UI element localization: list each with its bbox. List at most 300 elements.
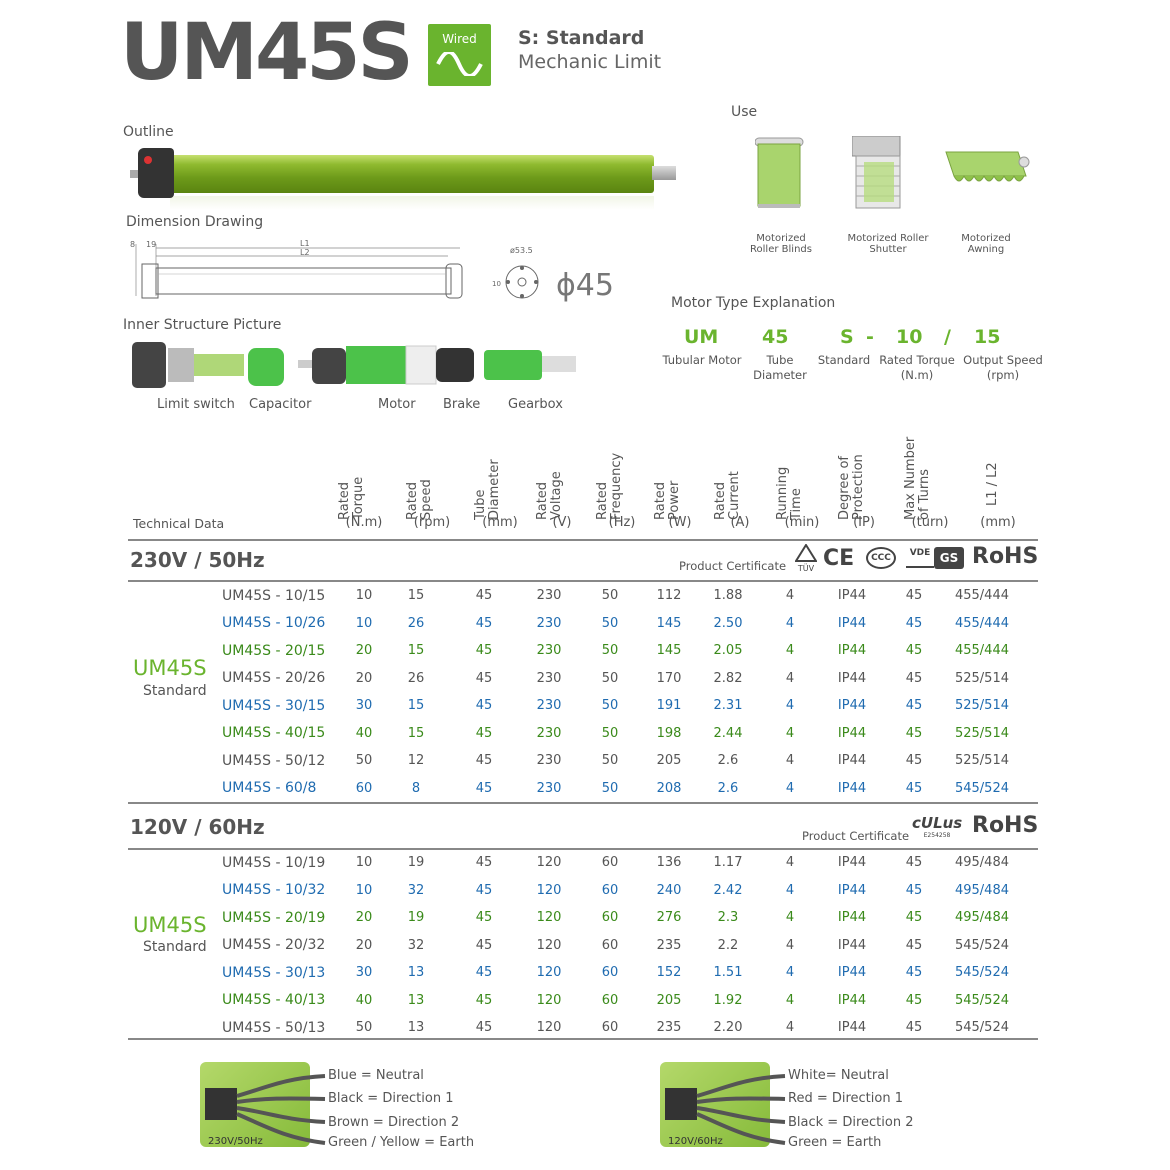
table-cell: IP44 [837,855,867,871]
table-cell: 545/524 [954,937,1009,953]
table-cell: 45 [475,615,493,631]
table-cell: 136 [656,855,682,871]
table-cell: 112 [656,588,682,604]
wire-230-direction2: Brown = Direction 2 [328,1115,460,1130]
motor-type-label: Motor Type Explanation [671,295,836,311]
desc-rated-torque [876,353,958,383]
column-header-line1: Degree of [837,456,852,520]
table-cell: 525/514 [954,753,1009,769]
divider-top-230 [128,539,1038,541]
table-cell: 50 [601,698,619,714]
desc-tubular-motor [656,353,748,368]
dimension-label: Dimension Drawing [126,214,264,230]
table-cell: 120 [536,1020,562,1036]
table-120v [222,849,1018,1042]
code-45: 45 [762,326,789,348]
table-cell: 15 [407,725,425,741]
part-gearbox: Gearbox [508,397,563,412]
table-cell: IP44 [837,965,867,981]
column-header-line2: Voltage [549,471,564,520]
code-um: UM [684,326,719,348]
table-cell: 32 [407,937,425,953]
column-header-7 [776,467,804,520]
table-row [222,959,1018,987]
dim-53-5: ø53.5 [510,246,533,255]
table-cell: 45 [905,882,923,898]
column-header-10 [986,462,1000,506]
table-cell: 45 [475,643,493,659]
table-cell: 495/484 [954,882,1009,898]
dim-8: 8 [130,240,136,249]
table-cell: 45 [475,855,493,871]
use-label: Use [731,104,758,120]
inner-structure-label: Inner Structure Picture [123,317,282,333]
table-cell: IP44 [837,882,867,898]
gs-cert-icon: GS [934,547,964,569]
table-cell: 45 [475,992,493,1008]
column-header-line2: Frequency [609,452,624,520]
table-cell: 45 [905,615,923,631]
table-cell: 60 [355,780,373,796]
table-cell: 2.6 [717,753,739,769]
table-cell: 230 [536,670,562,686]
table-cell: IP44 [837,1020,867,1036]
use-roller-shutter [838,233,938,255]
subtitle-standard: S: Standard [518,27,645,49]
table-row [222,877,1018,905]
table-cell: 230 [536,698,562,714]
dimension-drawing [128,236,473,306]
table-cell: IP44 [837,780,867,796]
table-cell: 20 [355,910,373,926]
table-cell: 230 [536,615,562,631]
tuv-cert-text: TÜV [797,564,815,573]
table-cell: 208 [656,780,682,796]
desc-standard [816,353,872,368]
use-awning-line1: Motorized [961,233,1011,244]
table-cell: 45 [475,698,493,714]
desc-tubular-motor-a: Tubular Motor [662,353,742,367]
tube-reflection [170,196,654,210]
column-unit: (IP) [853,515,875,530]
table-cell: 4 [785,588,795,604]
table-cell: 50 [601,615,619,631]
table-cell: 2.2 [717,937,739,953]
column-header-line1: Rated [535,481,550,520]
desc-rated-torque-b: (N.m) [900,368,934,382]
table-cell: 4 [785,882,795,898]
desc-output-speed-a: Output Speed [963,353,1043,367]
table-cell: 30 [355,965,373,981]
column-header-3 [536,471,564,520]
table-cell: 45 [475,965,493,981]
table-cell: 45 [905,965,923,981]
wiring-230-label: 230V/50Hz [208,1136,263,1147]
table-cell: 60 [601,910,619,926]
table-cell: 230 [536,588,562,604]
table-cell: 145 [656,615,682,631]
table-cell: 45 [475,725,493,741]
column-unit: (Hz) [608,515,636,530]
motor-shaft [652,166,676,180]
desc-tube-diameter-b: Diameter [753,368,807,382]
model-cell: UM45S - 20/32 [222,937,326,954]
wire-120-neutral: White= Neutral [788,1068,889,1083]
side-standard-230: Standard [143,683,207,699]
column-header-line2: Time [789,488,804,520]
column-header-6 [714,471,742,520]
table-cell: 2.44 [713,725,743,741]
dim-l1: L1 [300,239,310,248]
table-cell: 4 [785,1020,795,1036]
model-cell: UM45S - 50/12 [222,752,326,769]
side-model-120: UM45S [133,913,207,937]
model-cell: UM45S - 10/32 [222,882,326,899]
table-cell: 198 [656,725,682,741]
table-cell: 4 [785,670,795,686]
diameter-symbol: ϕ45 [556,268,614,303]
table-row [222,610,1018,638]
column-unit: (V) [552,515,572,530]
table-cell: 2.50 [713,615,743,631]
ul-cert-icon [912,814,962,839]
table-cell: 4 [785,965,795,981]
table-cell: 12 [407,753,425,769]
column-header-9 [904,437,932,520]
column-unit: (W) [668,515,692,530]
table-cell: 205 [656,753,682,769]
group-230-title: 230V / 50Hz [130,548,265,572]
column-header-line1: Rated [405,481,420,520]
wiring-120-label: 120V/60Hz [668,1136,723,1147]
column-header-8 [838,454,866,520]
table-cell: 20 [355,670,373,686]
table-cell: 2.05 [713,643,743,659]
column-header-4 [596,453,624,520]
table-cell: 45 [905,1020,923,1036]
column-header-line1: Running [775,466,790,520]
table-cell: 545/524 [954,780,1009,796]
table-cell: 1.88 [713,588,743,604]
part-motor: Motor [378,397,416,412]
model-cell: UM45S - 50/13 [222,1019,326,1036]
column-header-line1: Max Number [903,436,918,520]
table-cell: 2.3 [717,910,739,926]
table-cell: 45 [905,780,923,796]
column-unit: (mm) [482,515,518,530]
motor-led [144,156,152,164]
table-cell: 45 [905,725,923,741]
column-header-0 [338,477,366,520]
table-cell: 545/524 [954,992,1009,1008]
subtitle-mechanic-limit: Mechanic Limit [518,51,662,73]
desc-output-speed-b: (rpm) [986,368,1020,382]
dim-10: 10 [492,280,501,288]
table-cell: 60 [601,965,619,981]
table-cell: 120 [536,910,562,926]
column-unit: (N.m) [345,515,383,530]
table-cell: 2.20 [713,1020,743,1036]
table-cell: 455/444 [954,588,1009,604]
table-cell: 191 [656,698,682,714]
model-cell: UM45S - 20/26 [222,670,326,687]
table-cell: 45 [475,882,493,898]
column-unit: (turn) [911,515,949,530]
table-cell: 45 [475,670,493,686]
table-row [222,932,1018,960]
table-cell: 45 [475,753,493,769]
table-cell: 230 [536,780,562,796]
table-row [222,637,1018,665]
table-cell: 4 [785,910,795,926]
table-cell: IP44 [837,725,867,741]
desc-rated-torque-a: Rated Torque [879,353,955,367]
table-cell: IP44 [837,937,867,953]
table-cell: 10 [355,615,373,631]
table-cell: 455/444 [954,615,1009,631]
table-cell: 45 [475,1020,493,1036]
column-header-line2: Torque [351,476,366,520]
awning-icon [942,146,1030,196]
outline-label: Outline [123,124,174,140]
table-cell: 10 [355,882,373,898]
table-row [222,987,1018,1015]
table-cell: 4 [785,698,795,714]
table-cell: 525/514 [954,725,1009,741]
table-cell: 4 [785,855,795,871]
table-cell: 60 [601,855,619,871]
inner-structure-image [128,336,578,396]
table-cell: 50 [601,753,619,769]
table-cell: 45 [905,698,923,714]
use-roller-shutter-line1: Motorized Roller [847,233,929,244]
model-cell: UM45S - 10/19 [222,854,326,871]
page-title: UM45S [120,8,411,98]
table-cell: 45 [475,780,493,796]
wire-230-neutral: Blue = Neutral [328,1068,424,1083]
table-cell: 40 [355,725,373,741]
wired-badge [428,24,491,86]
table-row [222,775,1018,803]
code-15: 15 [974,326,1001,348]
table-cell: IP44 [837,588,867,604]
table-cell: 276 [656,910,682,926]
divider-bottom [128,1038,1038,1040]
table-cell: 120 [536,882,562,898]
divider-top-120 [128,802,1038,804]
use-roller-blinds-line2: Roller Blinds [750,244,812,255]
table-cell: 45 [905,937,923,953]
table-row [222,692,1018,720]
table-cell: 240 [656,882,682,898]
table-cell: 4 [785,937,795,953]
technical-data-label: Technical Data [133,516,225,531]
side-standard-120: Standard [143,939,207,955]
table-row [222,747,1018,775]
table-cell: 230 [536,643,562,659]
group-120-title: 120V / 60Hz [130,815,265,839]
table-cell: 4 [785,992,795,1008]
code-10: 10 [896,326,923,348]
model-cell: UM45S - 40/13 [222,992,326,1009]
table-cell: 60 [601,992,619,1008]
table-cell: 15 [407,643,425,659]
table-cell: IP44 [837,698,867,714]
code-s: S [840,326,854,348]
column-header-line1: Rated [595,481,610,520]
sine-wave-icon [436,52,483,76]
table-cell: 45 [905,855,923,871]
model-cell: UM45S - 10/15 [222,587,326,604]
table-cell: 120 [536,992,562,1008]
model-cell: UM45S - 20/19 [222,909,326,926]
part-brake: Brake [443,397,481,412]
table-cell: 32 [407,882,425,898]
table-cell: 10 [355,855,373,871]
table-row [222,720,1018,748]
table-cell: 4 [785,615,795,631]
ul-cert-number: E254258 [923,832,951,839]
use-awning-line2: Awning [967,244,1005,255]
column-header-line2: Current [727,471,742,520]
table-cell: 45 [475,588,493,604]
table-cell: 1.51 [713,965,743,981]
table-row [222,665,1018,693]
table-cell: 230 [536,725,562,741]
table-cell: IP44 [837,992,867,1008]
vde-cert-icon: VDE [906,548,934,568]
desc-tube-diameter-a: Tube [766,353,794,367]
roller-blind-icon [755,132,805,212]
table-cell: 45 [905,643,923,659]
column-unit: (min) [784,515,820,530]
table-cell: 26 [407,670,425,686]
table-cell: 495/484 [954,910,1009,926]
table-cell: 19 [407,910,425,926]
code-dash: - [866,326,874,348]
table-cell: 19 [407,855,425,871]
table-cell: 40 [355,992,373,1008]
table-cell: 50 [601,643,619,659]
table-cell: 235 [656,937,682,953]
desc-tube-diameter [748,353,812,383]
model-cell: UM45S - 40/15 [222,725,326,742]
table-cell: 60 [601,1020,619,1036]
motor-tube-image [170,155,654,193]
table-cell: 45 [905,588,923,604]
table-cell: 545/524 [954,965,1009,981]
table-cell: 2.42 [713,882,743,898]
column-header-line2: of Turns [917,469,932,520]
table-cell: 455/444 [954,643,1009,659]
table-cell: 1.17 [713,855,743,871]
table-cell: 13 [407,1020,425,1036]
table-cell: 60 [601,937,619,953]
part-limit-switch: Limit switch [157,397,235,412]
table-row [222,582,1018,610]
desc-output-speed [960,353,1046,383]
part-capacitor: Capacitor [249,397,312,412]
table-cell: 8 [411,780,421,796]
group-230-cert-label: Product Certificate [679,559,787,573]
table-cell: 10 [355,588,373,604]
table-cell: 20 [355,937,373,953]
table-cell: 45 [905,670,923,686]
table-cell: 525/514 [954,698,1009,714]
ccc-cert-icon: CCC [866,547,896,569]
table-cell: 545/524 [954,1020,1009,1036]
wire-120-earth: Green = Earth [788,1135,882,1150]
rohs-cert-icon-120: RoHS [972,813,1039,838]
use-roller-blinds [742,233,820,255]
table-cell: 60 [601,882,619,898]
motor-head [138,148,174,198]
model-cell: UM45S - 20/15 [222,642,326,659]
table-cell: 50 [355,1020,373,1036]
code-slash: / [944,326,951,348]
column-header-line2: Speed [419,479,434,520]
table-cell: 50 [601,588,619,604]
column-header-1 [406,479,434,520]
roller-shutter-icon [852,136,904,212]
table-cell: 120 [536,937,562,953]
model-cell: UM45S - 60/8 [222,780,317,797]
end-view-drawing [492,244,547,304]
dim-19: 19 [146,240,157,249]
table-cell: 15 [407,588,425,604]
table-cell: 205 [656,992,682,1008]
column-header-line2: Power [667,480,682,520]
table-cell: 2.31 [713,698,743,714]
side-model-230: UM45S [133,656,207,680]
desc-standard-a: Standard [817,353,871,367]
tuv-cert-icon [794,544,818,574]
table-cell: 4 [785,725,795,741]
table-cell: 120 [536,855,562,871]
model-cell: UM45S - 10/26 [222,615,326,632]
table-cell: 13 [407,965,425,981]
column-header-line2: Diameter [487,459,502,520]
table-cell: 45 [905,992,923,1008]
wire-230-earth: Green / Yellow = Earth [328,1135,475,1150]
column-header-line2: Protection [851,454,866,520]
table-cell: 230 [536,753,562,769]
table-cell: 2.6 [717,780,739,796]
table-cell: 20 [355,643,373,659]
column-header-line1: L1 / L2 [985,462,1000,506]
column-header-line1: Rated [653,481,668,520]
table-cell: 50 [601,780,619,796]
wire-120-direction1: Red = Direction 1 [788,1091,903,1106]
table-row [222,849,1018,877]
table-cell: 120 [536,965,562,981]
table-cell: IP44 [837,643,867,659]
model-cell: UM45S - 30/13 [222,964,326,981]
ce-cert-icon: CE [823,546,855,571]
table-cell: IP44 [837,615,867,631]
table-cell: 145 [656,643,682,659]
rohs-cert-icon-230: RoHS [972,544,1039,569]
table-cell: 170 [656,670,682,686]
table-cell: 26 [407,615,425,631]
table-cell: 495/484 [954,855,1009,871]
table-cell: 152 [656,965,682,981]
use-awning [948,233,1024,255]
table-cell: 45 [905,753,923,769]
table-cell: 1.92 [713,992,743,1008]
wire-120-direction2: Black = Direction 2 [788,1115,914,1130]
column-header-2 [474,459,502,520]
